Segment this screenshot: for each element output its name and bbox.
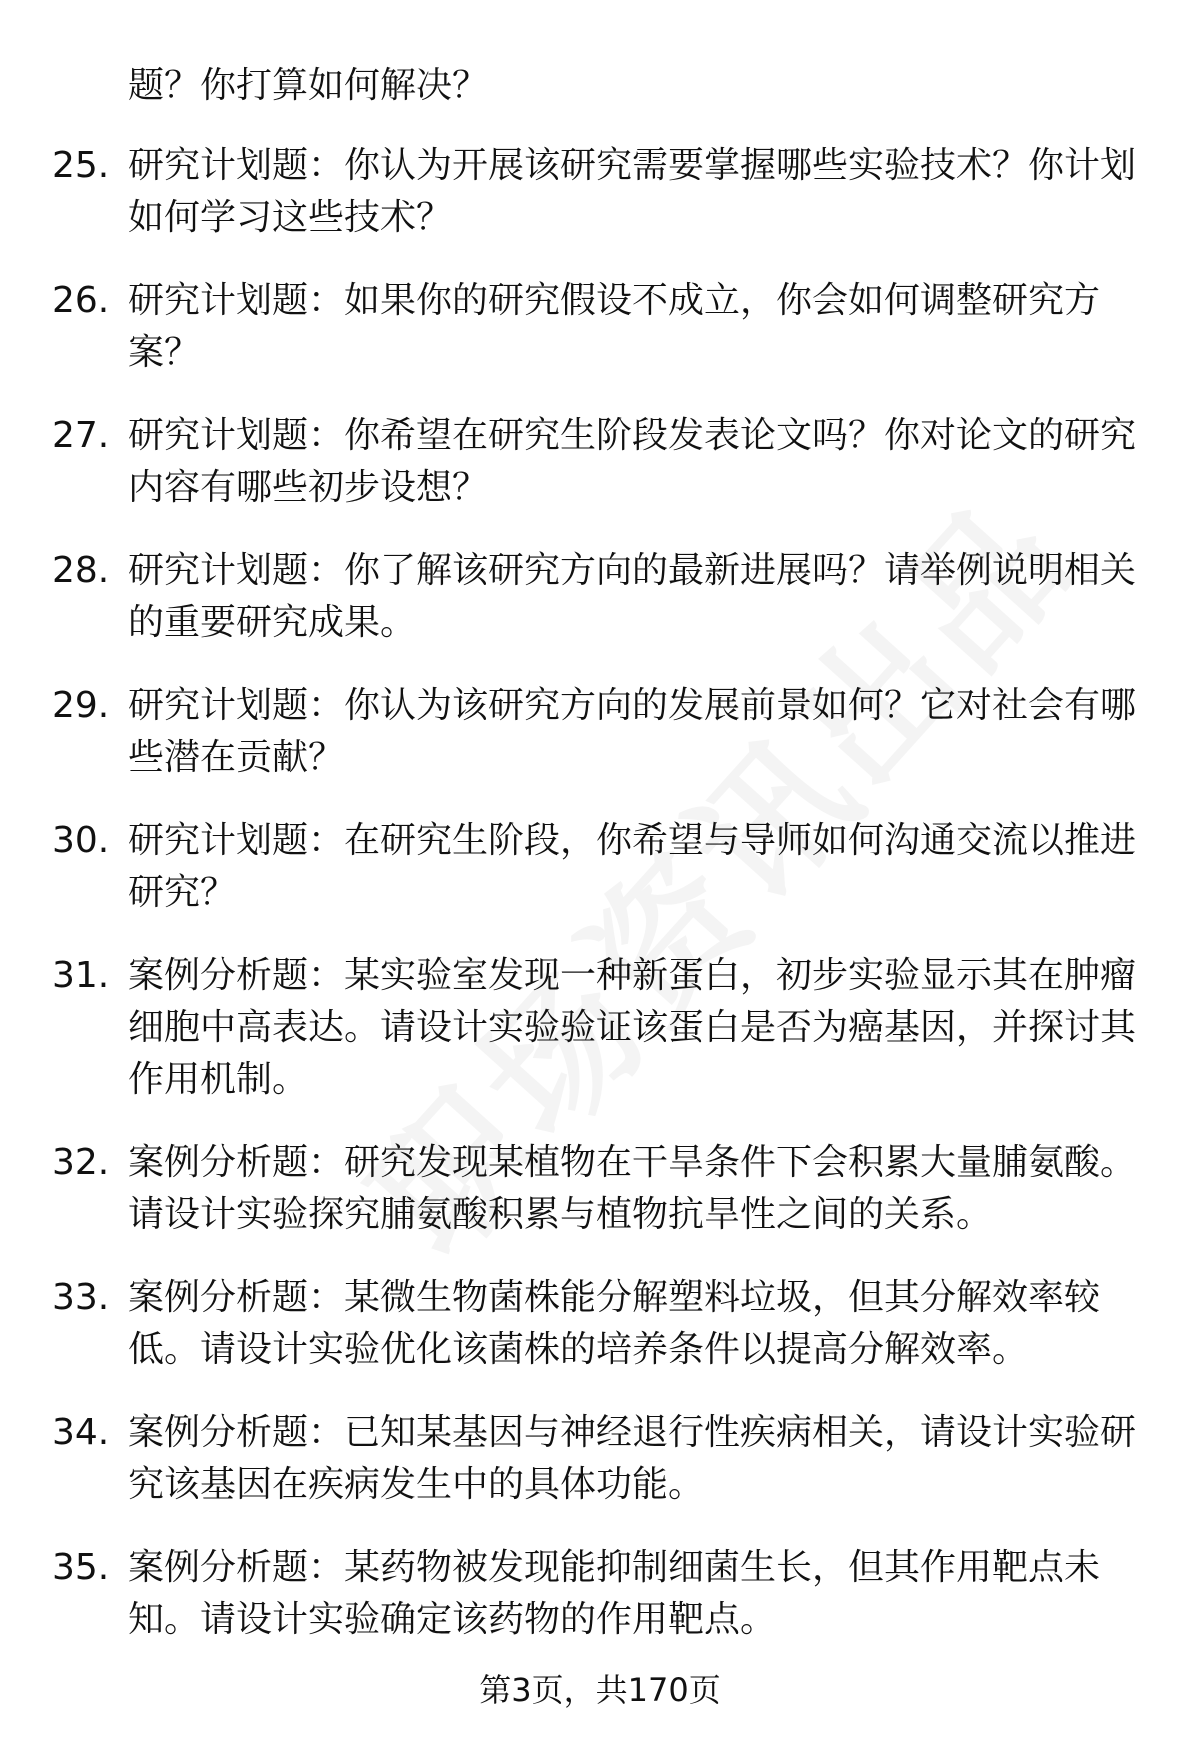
question-item-28 [0,545,1200,649]
question-number: 33. [52,1277,110,1318]
question-number: 28. [52,550,110,591]
question-text: 案例分析题：某实验室发现一种新蛋白，初步实验显示其在肿瘤细胞中高表达。请设计实验验证该蛋白是否为癌基因，并探讨其作用机制。 [128,955,1137,1100]
question-number: 32. [52,1142,110,1183]
question-item-27 [0,410,1200,514]
question-number: 31. [52,955,110,996]
question-text: 研究计划题：如果你的研究假设不成立，你会如何调整研究方案？ [128,280,1101,373]
question-text: 案例分析题：研究发现某植物在干旱条件下会积累大量脯氨酸。请设计实验探究脯氨酸积累与植物抗旱性之间的关系。 [128,1142,1137,1235]
question-text: 研究计划题：你希望在研究生阶段发表论文吗？你对论文的研究内容有哪些初步设想？ [128,415,1137,508]
question-number: 25. [52,145,110,186]
question-text: 案例分析题：某药物被发现能抑制细菌生长，但其作用靶点未知。请设计实验确定该药物的作用靶点。 [128,1547,1101,1640]
page-number-footer: 第3页，共170页 [479,1671,721,1709]
question-number: 27. [52,415,110,456]
question-text: 研究计划题：你认为该研究方向的发展前景如何？它对社会有哪些潜在贡献？ [128,685,1137,778]
question-number: 35. [52,1547,110,1588]
question-number: 29. [52,685,110,726]
continued-question-text: 题？你打算如何解决？ [128,65,489,106]
question-item-29 [0,680,1200,784]
question-item-33 [0,1272,1200,1376]
question-list [0,140,1200,1677]
question-item-25 [0,140,1200,244]
question-item-30 [0,815,1200,919]
question-text: 研究计划题：在研究生阶段，你希望与导师如何沟通交流以推进研究？ [128,820,1137,913]
question-item-31 [0,950,1200,1106]
question-item-35 [0,1542,1200,1646]
question-number: 26. [52,280,110,321]
question-text: 研究计划题：你了解该研究方向的最新进展吗？请举例说明相关的重要研究成果。 [128,550,1137,643]
question-item-32 [0,1137,1200,1241]
question-text: 案例分析题：某微生物菌株能分解塑料垃圾，但其分解效率较低。请设计实验优化该菌株的培养条件以提高分解效率。 [128,1277,1101,1370]
question-text: 研究计划题：你认为开展该研究需要掌握哪些实验技术？你计划如何学习这些技术？ [128,145,1137,238]
question-text: 案例分析题：已知某基因与神经退行性疾病相关，请设计实验研究该基因在疾病发生中的具体功能。 [128,1412,1137,1505]
question-item-26 [0,275,1200,379]
question-number: 34. [52,1412,110,1453]
question-item-34 [0,1407,1200,1511]
question-number: 30. [52,820,110,861]
